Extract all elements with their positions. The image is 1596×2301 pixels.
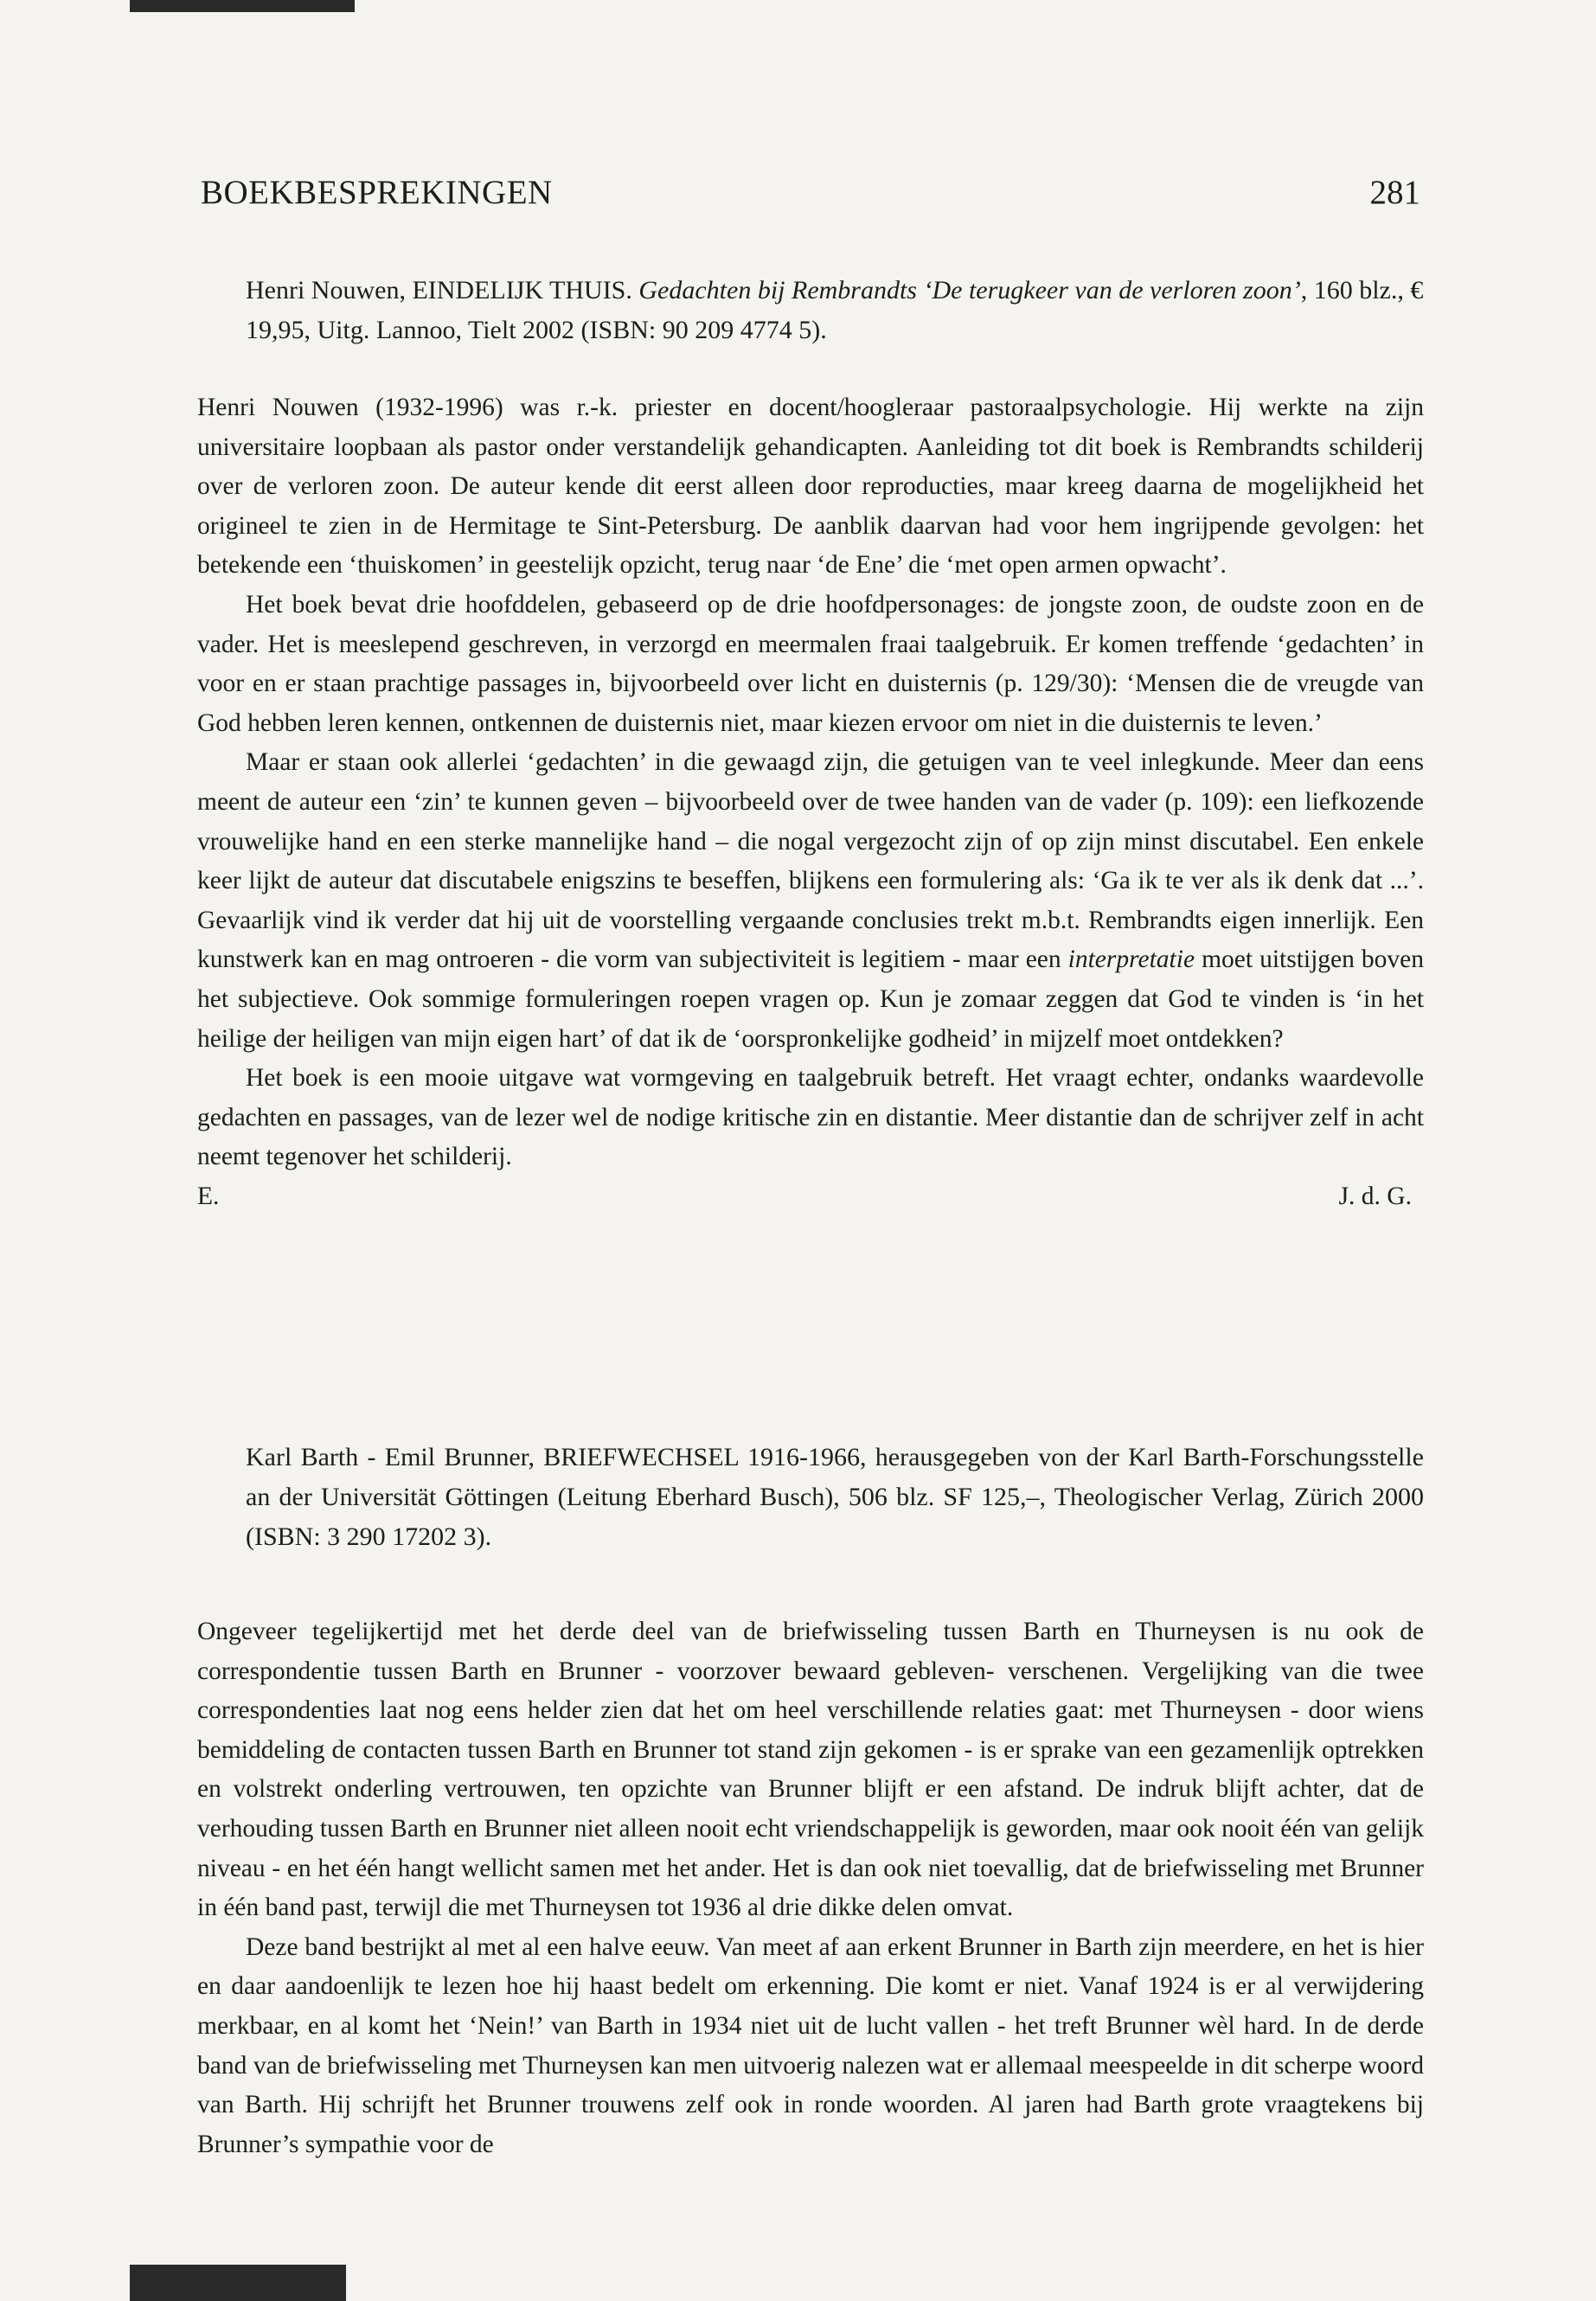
- bibliographic-entry-barth-brunner: Karl Barth - Emil Brunner, BRIEFWECHSEL 1916-1966, herausgegeben von der Karl Barth-Forschungsstelle an der Universität Göttingen (Leitung Eberhard Busch), 506 blz. SF 125,–, Theologischer Verlag, Zürich 2000 (ISBN: 3 290 17202 3).: [246, 1443, 1424, 1551]
- biblio-details: , 160 blz., € 19,95, Uitg. Lannoo, Tielt 2002 (ISBN: 90 209 4774 5).: [246, 276, 1424, 344]
- biblio-author-title: Henri Nouwen, EINDELIJK THUIS.: [246, 276, 639, 304]
- review2-paragraph-2: Deze band bestrijkt al met al een halve eeuw. Van meet af aan erkent Brunner in Barth zijn meerdere, en het is hier en daar aandoenlijk te lezen hoe hij haast bedelt om erkenning. Die komt er niet. Vanaf 1924 is er al verwijdering merkbaar, en al komt het ‘Nein!’ van Barth in 1934 niet uit de lucht vallen - het treft Brunner wèl hard. In de derde band van de briefwisseling met Thurneysen kan men uitvoerig nalezen wat er allemaal meespeelde in dit scherpe woord van Barth. Hij schrijft het Brunner trouwens zelf ook in ronde woorden. Al jaren had Barth grote vraagtekens bij Brunner’s sympathie voor de: [197, 1932, 1424, 2158]
- signature-initial: E.: [197, 1182, 220, 1210]
- paragraph-3-part-1: Maar er staan ook allerlei ‘gedachten’ in die gewaagd zijn, die getuigen van te veel inlegkunde. Meer dan eens meent de auteur een ‘zin’ te kunnen geven – bijvoorbeeld over de twee handen van de vader (p. 109): een liefkozende vrouwelijke hand en een sterke mannelijke hand – die nogal vergezocht zijn of op zijn minst discutabel. Een enkele keer lijkt de auteur dat discutabele enigszins te beseffen, blijkens een formulering als: ‘Ga ik te ver als ik denk dat ...’. Gevaarlijk vind ik verder dat hij uit de voorstelling vergaande conclusies trekt m.b.t. Rembrandts eigen innerlijk. Een kunstwerk kan en mag ontroeren - die vorm van subjectiviteit is legitiem - maar een: [197, 748, 1424, 974]
- page-header: [201, 173, 1420, 225]
- running-head: BOEKBESPREKINGEN: [201, 174, 553, 211]
- reviewer-initials: J. d. G.: [1338, 1182, 1412, 1210]
- page-number: 281: [1369, 174, 1420, 211]
- review-paragraph-3: [197, 743, 1424, 1059]
- review-paragraph-4: Het boek is een mooie uitgave wat vormgeving en taalgebruik betreft. Het vraagt echter, ondanks waardevolle gedachten en passages, van de lezer wel de nodige kritische zin en distantie. Meer distantie dan de schrijver zelf in acht neemt tegenover het schilderij.: [197, 1064, 1424, 1171]
- review-paragraph-1: Henri Nouwen (1932-1996) was r.-k. priester en docent/hoogleraar pastoraalpsychologie. Hij werkte na zijn universitaire loopbaan als pastor onder verstandelijk gehandicapten. Aanleiding tot dit boek is Rembrandts schilderij over de verloren zoon. De auteur kende dit eerst alleen door reproducties, maar kreeg daarna de mogelijkheid het origineel te zien in de Hermitage te Sint-Petersburg. De aanblik daarvan had voor hem ingrijpende gevolgen: het betekende een ‘thuiskomen’ in geestelijk opzicht, terug naar ‘de Ene’ die ‘met open armen opwacht’.: [197, 394, 1424, 580]
- spacer: [197, 1595, 1424, 1612]
- review-barth-brunner: [197, 1438, 1424, 2164]
- signature-row: [197, 1177, 1424, 1217]
- scan-edge-bottom: [130, 2265, 346, 2301]
- bibliographic-entry-nouwen: [246, 271, 1424, 350]
- review-nouwen: [197, 271, 1424, 1217]
- paragraph-3-italic-word: interpretatie: [1067, 945, 1195, 974]
- scan-edge-top: [130, 0, 355, 12]
- review-paragraph-2: Het boek bevat drie hoofddelen, gebaseerd op de drie hoofdpersonages: de jongste zoon, de oudste zoon en de vader. Het is meeslepend geschreven, in verzorgd en meermalen fraai taalgebruik. Er komen treffende ‘gedachten’ in voor en er staan prachtige passages in, bijvoorbeeld over licht en duisternis (p. 129/30): ‘Mensen die de vreugde van God hebben leren kennen, ontkennen de duisternis niet, maar kiezen ervoor om niet in die duisternis te leven.’: [197, 590, 1424, 737]
- paragraph-3-part-2: moet uitstijgen boven het subjectieve. Ook sommige formuleringen roepen vragen op. Kun je zomaar zeggen dat God te vinden is ‘in het heilige der heiligen van mijn eigen hart’ of dat ik de ‘oorspronkelijke godheid’ in mijzelf moet ontdekken?: [197, 945, 1424, 1053]
- biblio-subtitle: Gedachten bij Rembrandts ‘De terugkeer van de verloren zoon’: [638, 276, 1301, 304]
- review2-paragraph-1: Ongeveer tegelijkertijd met het derde deel van de briefwisseling tussen Barth en Thurneysen is nu ook de correspondentie tussen Barth en Brunner - voorzover bewaard gebleven- verschenen. Vergelijking van die twee correspondenties laat nog eens helder zien dat het om heel verschillende relaties gaat: met Thurneysen - door wiens bemiddeling de contacten tussen Barth en Brunner tot stand zijn gekomen - is er sprake van een gezamenlijk optrekken en volstrekt onderling vertrouwen, ten opzichte van Brunner blijft er een afstand. De indruk blijft achter, dat de verhouding tussen Barth en Brunner niet alleen nooit echt vriendschappelijk is geworden, maar ook nooit één van gelijk niveau - en het één hangt wellicht samen met het ander. Het is dan ook niet toevallig, dat de briefwisseling met Brunner in één band past, terwijl die met Thurneysen tot 1936 al drie dikke delen omvat.: [197, 1618, 1424, 1922]
